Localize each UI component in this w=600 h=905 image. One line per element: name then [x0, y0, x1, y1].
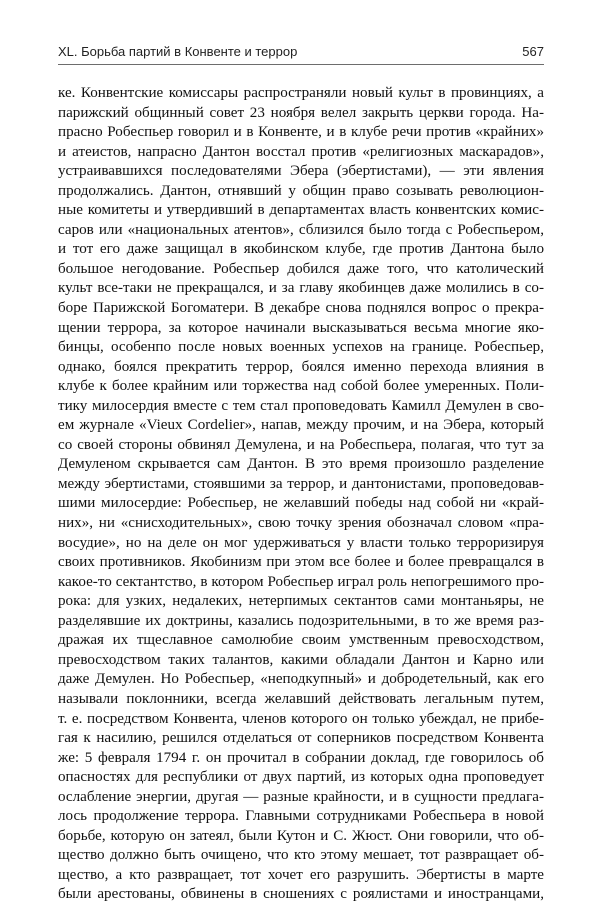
text-line: них», ни «снисходительных», свою точку зрения обозначал словом «пра- — [58, 515, 544, 532]
body-text — [58, 84, 544, 905]
text-line: дражая их тщеславное самолюбие своим умственным превосходством, — [58, 632, 544, 649]
text-line: ослабление энергии, другая — разные крайности, и в сущности предлага- — [58, 788, 544, 805]
text-line: даже Демулен. Но Робеспьер, «неподкупный» и добродетельный, как его — [58, 671, 544, 688]
running-header — [58, 44, 544, 65]
text-line: были арестованы, обвинены в сношениях с роялистами и иностранцами, — [58, 886, 544, 903]
page-number: 567 — [522, 44, 544, 59]
text-line: ем журнале «Vieux Cordelier», напав, между прочим, и на Эбера, который — [58, 417, 544, 434]
text-line: превосходством таких талантов, какими обладали Дантон и Карно или — [58, 651, 544, 668]
text-line: борьбе, которую он затеял, были Кутон и С. Жюст. Они говорили, что об- — [58, 827, 544, 844]
text-line: восудие», но на деле он мог удерживаться у власти только терроризируя — [58, 534, 544, 551]
text-line: со своей стороны обвинял Демулена, и на Робеспьера, полагая, что тут за — [58, 436, 544, 453]
text-line: прасно Робеспьер говорил и в Конвенте, и в клубе речи против «крайних» — [58, 124, 544, 141]
text-line: разделявшие их доктрины, казались подозрительными, в то же время раз- — [58, 612, 544, 629]
text-line: щество, а кто развращает, тот хочет его разрушить. Эбертисты в марте — [58, 866, 544, 883]
text-line: своих противников. Якобинизм при этом все более и более превращался в — [58, 554, 544, 571]
text-line: саров или «национальных атентов», сблизился было тогда с Робеспьером, — [58, 221, 544, 238]
text-line: бинцы, особенпо после новых военных успехов на границе. Робеспьер, — [58, 339, 544, 356]
text-line: шими милосердие: Робеспьер, не желавший победы над собой ни «край- — [58, 495, 544, 512]
text-line: Демуленом скрывается сам Дантон. В это время произошло разделение — [58, 456, 544, 473]
text-line: ке. Конвентские комиссары распространяли новый культ в провинциях, а — [58, 85, 544, 101]
text-line: культ все-таки не прекращался, и за главу якобинцев даже молились в со- — [58, 280, 544, 297]
text-line: же: 5 февраля 1794 г. он прочитал в собрании доклад, где говорилось об — [58, 749, 544, 766]
text-line: боре Парижской Богоматери. В декабре снова поднялся вопрос о прекра- — [58, 300, 544, 317]
text-line: гая к насилию, решился отделаться от соперников посредством Конвента — [58, 730, 544, 747]
text-line: устраивавшихся последователями Эбера (эбертистами), — эти явления — [58, 163, 544, 180]
chapter-title: XL. Борьба партий в Конвенте и террор — [58, 44, 298, 59]
text-line: и тот его даже защищал в якобинском клубе, где против Дантона было — [58, 241, 544, 258]
text-line: парижский общинный совет 23 ноября велел закрыть церкви города. На- — [58, 104, 544, 121]
text-line: продолжались. Дантон, отнявший у общин право созывать революцион- — [58, 182, 544, 199]
text-line: однако, боялся прекратить террор, боялся именно перехода влияния в — [58, 358, 544, 375]
text-line: какое-то сектантство, в котором Робеспьер играл роль непогрешимого про- — [58, 573, 544, 590]
text-line: рока: для узких, недалеких, нетерпимых сектантов сами монтаньяры, не — [58, 593, 544, 610]
text-line: щество должно быть очищено, что кто этому мешает, тот развращает об- — [58, 847, 544, 864]
text-line: опасностях для республики от двух партий, из которых одна проповедует — [58, 769, 544, 786]
text-line: ные комитеты и утвердивший в департаментах власть конвентских комис- — [58, 202, 544, 219]
text-line: называли поклонники, всегда желавший действовать легальным путем, — [58, 690, 544, 707]
text-line: большое негодование. Робеспьер добился даже того, что католический — [58, 260, 544, 277]
text-line: т. е. посредством Конвента, членов которого он только убеждал, не прибе- — [58, 710, 544, 727]
text-line: тику милосердия вместе с тем стал проповедовать Камилл Демулен в сво- — [58, 397, 544, 414]
text-line: клубе к более крайним или торжества над собой более умеренных. Поли- — [58, 378, 544, 395]
text-line: и атеистов, напрасно Дантон восстал против «религиозных маскарадов», — [58, 143, 544, 160]
text-line: между эбертистами, стоявшими за террор, и дантонистами, проповедовав- — [58, 475, 544, 492]
text-line: щении террора, за которое начинали высказываться весьма многие яко- — [58, 319, 544, 336]
text-line: лось продолжение террора. Главными сотрудниками Робеспьера в новой — [58, 808, 544, 825]
